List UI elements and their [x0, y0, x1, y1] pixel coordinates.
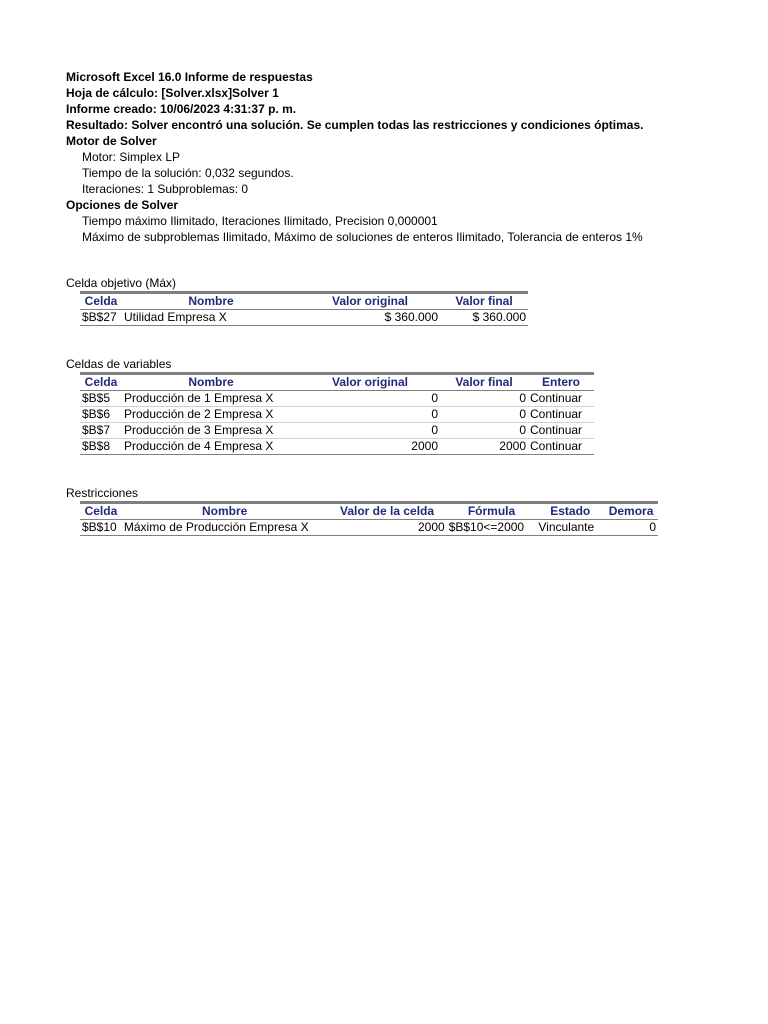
cell-original-value: 0: [300, 391, 440, 407]
cell-name: Producción de 4 Empresa X: [122, 439, 300, 455]
cell-ref: $B$5: [80, 391, 122, 407]
table-row: [80, 407, 594, 423]
engine-line: Motor: Simplex LP: [82, 150, 181, 164]
cell-original-value: $ 360.000: [300, 310, 440, 326]
constraints-section-title: Restricciones: [66, 486, 139, 500]
options-line: Tiempo máximo Ilimitado, Iteraciones Ilimitado, Precision 0,000001: [82, 214, 438, 228]
table-row: [80, 310, 528, 326]
cell-formula: $B$10<=2000: [447, 520, 537, 536]
col-header-nombre: Nombre: [122, 374, 300, 391]
engine-title: Motor de Solver: [66, 134, 157, 148]
variables-section-title: Celdas de variables: [66, 357, 172, 371]
objective-table: [80, 291, 528, 326]
cell-integer: Continuar: [528, 391, 594, 407]
report-created: Informe creado: 10/06/2023 4:31:37 p. m.: [66, 102, 297, 116]
table-row: [80, 520, 658, 536]
cell-integer: Continuar: [528, 439, 594, 455]
cell-ref: $B$10: [80, 520, 122, 536]
objective-section-title: Celda objetivo (Máx): [66, 276, 177, 290]
cell-ref: $B$6: [80, 407, 122, 423]
col-header-nombre: Nombre: [122, 503, 327, 520]
cell-final-value: 2000: [440, 439, 528, 455]
cell-name: Máximo de Producción Empresa X: [122, 520, 327, 536]
constraints-table: [80, 501, 658, 536]
engine-line: Tiempo de la solución: 0,032 segundos.: [82, 166, 294, 180]
col-header-nombre: Nombre: [122, 293, 300, 310]
col-header-entero: Entero: [528, 374, 594, 391]
options-line: Máximo de subproblemas Ilimitado, Máximo de soluciones de enteros Ilimitado, Tolerancia de enteros 1%: [82, 230, 643, 244]
engine-line: Iteraciones: 1 Subproblemas: 0: [82, 182, 249, 196]
cell-value: 2000: [327, 520, 446, 536]
table-row: [80, 423, 594, 439]
variables-table: [80, 372, 594, 455]
cell-integer: Continuar: [528, 407, 594, 423]
col-header-demora: Demora: [604, 503, 658, 520]
cell-status: Vinculante: [536, 520, 604, 536]
cell-final-value: 0: [440, 423, 528, 439]
cell-integer: Continuar: [528, 423, 594, 439]
col-header-formula: Fórmula: [447, 503, 537, 520]
cell-ref: $B$27: [80, 310, 122, 326]
options-title: Opciones de Solver: [66, 198, 179, 212]
report-worksheet: Hoja de cálculo: [Solver.xlsx]Solver 1: [66, 86, 279, 100]
report-title: Microsoft Excel 16.0 Informe de respuestas: [66, 70, 313, 84]
report-result: Resultado: Solver encontró una solución. Se cumplen todas las restricciones y condiciones óptimas.: [66, 118, 644, 132]
table-row: [80, 391, 594, 407]
cell-name: Utilidad Empresa X: [122, 310, 300, 326]
table-row: [80, 439, 594, 455]
cell-ref: $B$8: [80, 439, 122, 455]
cell-name: Producción de 3 Empresa X: [122, 423, 300, 439]
cell-final-value: $ 360.000: [440, 310, 528, 326]
cell-final-value: 0: [440, 391, 528, 407]
cell-name: Producción de 2 Empresa X: [122, 407, 300, 423]
answer-report: [66, 69, 658, 536]
cell-original-value: 0: [300, 407, 440, 423]
col-header-valor-original: Valor original: [300, 293, 440, 310]
col-header-valor-original: Valor original: [300, 374, 440, 391]
col-header-valor-final: Valor final: [440, 374, 528, 391]
cell-ref: $B$7: [80, 423, 122, 439]
col-header-valor-final: Valor final: [440, 293, 528, 310]
col-header-celda: Celda: [80, 293, 122, 310]
cell-slack: 0: [604, 520, 658, 536]
col-header-valor-celda: Valor de la celda: [327, 503, 446, 520]
cell-original-value: 2000: [300, 439, 440, 455]
col-header-celda: Celda: [80, 374, 122, 391]
cell-original-value: 0: [300, 423, 440, 439]
col-header-celda: Celda: [80, 503, 122, 520]
cell-final-value: 0: [440, 407, 528, 423]
cell-name: Producción de 1 Empresa X: [122, 391, 300, 407]
col-header-estado: Estado: [536, 503, 604, 520]
